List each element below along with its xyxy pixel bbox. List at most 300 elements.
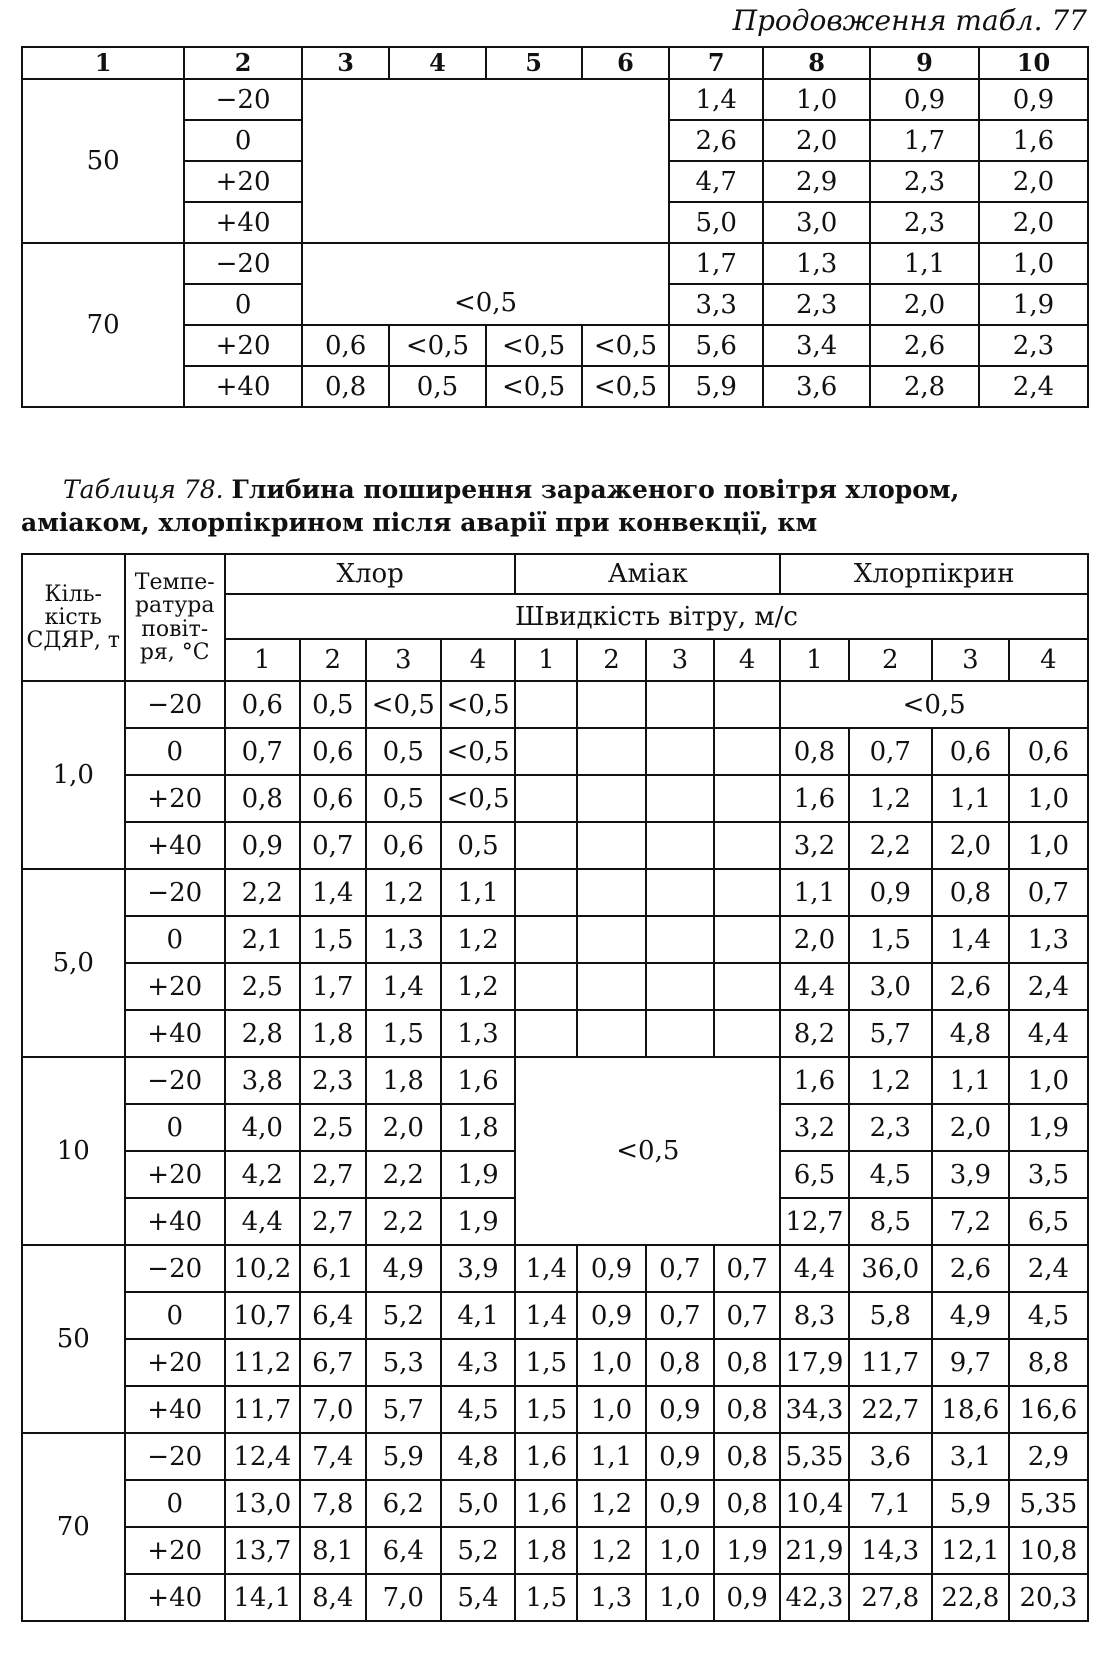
chlorine-value-cell: 10,7	[225, 1292, 300, 1339]
chlorine-value-cell: 5,3	[366, 1339, 441, 1386]
chloropicrin-value-cell: 22,7	[849, 1386, 932, 1433]
chlorine-value-cell: 1,5	[366, 1010, 441, 1057]
chlorine-value-cell: 4,5	[441, 1386, 516, 1433]
chlorine-value-cell: 1,4	[300, 869, 366, 916]
ammonia-empty-cell	[646, 963, 714, 1010]
ammonia-value-cell: 1,2	[577, 1527, 645, 1574]
temp-cell: +20	[125, 1339, 225, 1386]
chlorine-value-cell: 4,4	[225, 1198, 300, 1245]
ammonia-empty-cell	[646, 916, 714, 963]
ammonia-empty-cell	[515, 681, 577, 728]
temp-cell: −20	[125, 1433, 225, 1480]
value-cell: 2,6	[870, 325, 979, 366]
chlorine-value-cell: 11,7	[225, 1386, 300, 1433]
chlorine-value-cell: 1,4	[366, 963, 441, 1010]
table-row	[22, 1433, 1088, 1480]
wind-speed-cell: 3	[366, 639, 441, 681]
amount-cell: 70	[22, 1433, 125, 1621]
value-cell: 2,3	[979, 325, 1088, 366]
ammonia-empty-cell	[714, 916, 780, 963]
ammonia-empty-cell	[646, 681, 714, 728]
chloropicrin-value-cell: 0,9	[849, 869, 932, 916]
ammonia-value-cell: 1,1	[577, 1433, 645, 1480]
table-row	[22, 775, 1088, 822]
chlorine-value-cell: 2,2	[366, 1198, 441, 1245]
chlorine-value-cell: 1,9	[441, 1151, 516, 1198]
chloropicrin-value-cell: 3,6	[849, 1433, 932, 1480]
chlorine-value-cell: <0,5	[441, 775, 516, 822]
chlorine-value-cell: 4,3	[441, 1339, 516, 1386]
ammonia-value-cell: 1,0	[577, 1339, 645, 1386]
ammonia-value-cell: 0,9	[646, 1386, 714, 1433]
chloropicrin-value-cell: 2,3	[849, 1104, 932, 1151]
temp-cell: 0	[125, 728, 225, 775]
ammonia-value-cell: 0,9	[577, 1292, 645, 1339]
chloropicrin-value-cell: 3,9	[932, 1151, 1009, 1198]
value-cell: 2,3	[870, 161, 979, 202]
chlorine-header: Хлор	[225, 554, 515, 594]
chlorine-value-cell: 1,8	[441, 1104, 516, 1151]
wind-speed-cell: 3	[932, 639, 1009, 681]
ammonia-value-cell: 0,7	[714, 1292, 780, 1339]
chloropicrin-value-cell: 5,35	[1009, 1480, 1088, 1527]
value-cell: 2,0	[763, 120, 870, 161]
ammonia-value-cell: 0,9	[646, 1433, 714, 1480]
chloropicrin-value-cell: 4,5	[849, 1151, 932, 1198]
chlorine-value-cell: 2,5	[300, 1104, 366, 1151]
chlorine-value-cell: 2,0	[366, 1104, 441, 1151]
chloropicrin-value-cell: 1,0	[1009, 775, 1088, 822]
ammonia-empty-cell	[646, 1010, 714, 1057]
chlorine-value-cell: 2,3	[300, 1057, 366, 1104]
chlorine-value-cell: <0,5	[366, 681, 441, 728]
table-row	[22, 1480, 1088, 1527]
temp-cell: −20	[125, 681, 225, 728]
wind-speed-cell: 4	[714, 639, 780, 681]
chloropicrin-value-cell: 1,6	[780, 775, 848, 822]
chloropicrin-value-cell: 2,9	[1009, 1433, 1088, 1480]
chlorine-value-cell: 5,9	[366, 1433, 441, 1480]
ammonia-value-cell: 0,8	[646, 1339, 714, 1386]
chlorine-value-cell: 4,1	[441, 1292, 516, 1339]
chloropicrin-value-cell: 6,5	[780, 1151, 848, 1198]
temp-cell: +40	[125, 1198, 225, 1245]
value-cell: <0,5	[582, 366, 670, 407]
temp-cell: −20	[184, 243, 301, 284]
chloropicrin-value-cell: 4,9	[932, 1292, 1009, 1339]
ammonia-value-cell: 1,6	[515, 1480, 577, 1527]
ammonia-header: Аміак	[515, 554, 780, 594]
chlorine-value-cell: 8,4	[300, 1574, 366, 1621]
ammonia-empty-cell	[714, 775, 780, 822]
table-row	[22, 681, 1088, 728]
ammonia-empty-cell	[714, 1010, 780, 1057]
chlorine-value-cell: 0,6	[300, 728, 366, 775]
table-row	[22, 916, 1088, 963]
ammonia-value-cell: 1,0	[646, 1527, 714, 1574]
ammonia-value-cell: 1,3	[577, 1574, 645, 1621]
table-row	[22, 1527, 1088, 1574]
amount-cell: 10	[22, 1057, 125, 1245]
chlorine-value-cell: 0,6	[225, 681, 300, 728]
chloropicrin-value-cell: 7,2	[932, 1198, 1009, 1245]
chloropicrin-value-cell: 10,8	[1009, 1527, 1088, 1574]
value-cell: 2,9	[763, 161, 870, 202]
chlorine-value-cell: 5,0	[441, 1480, 516, 1527]
table-row	[22, 1386, 1088, 1433]
ammonia-empty-cell	[577, 1010, 645, 1057]
temp-cell: +40	[184, 202, 301, 243]
empty-block	[302, 79, 669, 243]
chloropicrin-value-cell: 1,0	[1009, 822, 1088, 869]
chlorine-value-cell: 2,2	[366, 1151, 441, 1198]
chloropicrin-value-cell: 1,1	[780, 869, 848, 916]
ammonia-empty-cell	[714, 681, 780, 728]
chlorine-value-cell: 14,1	[225, 1574, 300, 1621]
amount-cell: 5,0	[22, 869, 125, 1057]
chlorine-value-cell: 12,4	[225, 1433, 300, 1480]
table-row	[22, 728, 1088, 775]
chloropicrin-value-cell: 12,1	[932, 1527, 1009, 1574]
chlorine-value-cell: 0,6	[366, 822, 441, 869]
chlorine-value-cell: 6,1	[300, 1245, 366, 1292]
chlorine-value-cell: 2,1	[225, 916, 300, 963]
ammonia-empty-cell	[577, 681, 645, 728]
temp-col-header: Темпе-ратура повіт-ря, °С	[125, 554, 225, 681]
value-cell: <0,5	[582, 325, 670, 366]
chlorine-value-cell: 0,7	[225, 728, 300, 775]
chlorine-value-cell: 1,1	[441, 869, 516, 916]
chloropicrin-value-cell: 1,9	[1009, 1104, 1088, 1151]
temp-cell: −20	[125, 869, 225, 916]
temp-cell: +20	[184, 325, 301, 366]
col-header: 1	[22, 47, 184, 79]
table-row	[22, 1292, 1088, 1339]
chloropicrin-value-cell: 34,3	[780, 1386, 848, 1433]
chloropicrin-value-cell: 5,8	[849, 1292, 932, 1339]
chlorine-value-cell: 2,7	[300, 1198, 366, 1245]
ammonia-value-cell: 1,9	[714, 1527, 780, 1574]
chlorine-value-cell: 1,8	[366, 1057, 441, 1104]
chlorine-value-cell: 0,5	[366, 775, 441, 822]
temp-cell: 0	[184, 120, 301, 161]
chloropicrin-value-cell: 12,7	[780, 1198, 848, 1245]
chloropicrin-value-cell: 17,9	[780, 1339, 848, 1386]
merged-lt05-cell: <0,5	[302, 243, 669, 325]
temp-cell: 0	[184, 284, 301, 325]
ammonia-value-cell: 1,2	[577, 1480, 645, 1527]
chloropicrin-value-cell: 4,8	[932, 1010, 1009, 1057]
value-cell: 3,6	[763, 366, 870, 407]
ammonia-empty-cell	[515, 775, 577, 822]
chlorine-value-cell: <0,5	[441, 728, 516, 775]
value-cell: 2,3	[870, 202, 979, 243]
chloropicrin-value-cell: 10,4	[780, 1480, 848, 1527]
chloropicrin-value-cell: 2,4	[1009, 963, 1088, 1010]
ammonia-value-cell: 0,8	[714, 1433, 780, 1480]
chloropicrin-value-cell: 5,9	[932, 1480, 1009, 1527]
ammonia-empty-cell	[515, 869, 577, 916]
chloropicrin-value-cell: 18,6	[932, 1386, 1009, 1433]
chlorine-value-cell: 11,2	[225, 1339, 300, 1386]
chlorine-value-cell: 1,6	[441, 1057, 516, 1104]
chlorine-value-cell: 1,2	[366, 869, 441, 916]
chlorine-value-cell: 1,5	[300, 916, 366, 963]
wind-speed-cell: 2	[849, 639, 932, 681]
chloropicrin-value-cell: 3,0	[849, 963, 932, 1010]
ammonia-empty-cell	[714, 869, 780, 916]
chlorine-value-cell: 0,7	[300, 822, 366, 869]
chloropicrin-value-cell: 6,5	[1009, 1198, 1088, 1245]
chloropicrin-value-cell: 3,2	[780, 1104, 848, 1151]
ammonia-value-cell: 1,4	[515, 1245, 577, 1292]
wind-speed-header: Швидкість вітру, м/с	[225, 594, 1088, 639]
chlorine-value-cell: 5,2	[441, 1527, 516, 1574]
chloropicrin-value-cell: 3,5	[1009, 1151, 1088, 1198]
chloropicrin-value-cell: 20,3	[1009, 1574, 1088, 1621]
value-cell: 1,4	[669, 79, 763, 120]
temp-cell: +20	[125, 963, 225, 1010]
chlorine-value-cell: 4,2	[225, 1151, 300, 1198]
value-cell: 2,0	[979, 161, 1088, 202]
ammonia-empty-cell	[714, 822, 780, 869]
value-cell: 0,8	[302, 366, 390, 407]
amount-col-header: Кіль-кість СДЯР, т	[22, 554, 125, 681]
ammonia-empty-cell	[577, 869, 645, 916]
temp-cell: 0	[125, 1292, 225, 1339]
temp-cell: −20	[184, 79, 301, 120]
wind-speed-cell: 1	[515, 639, 577, 681]
value-cell: 5,6	[669, 325, 763, 366]
value-cell: 0,6	[302, 325, 390, 366]
chlorine-value-cell: 5,2	[366, 1292, 441, 1339]
merged-lt05-cell: <0,5	[780, 681, 1088, 728]
ammonia-value-cell: 1,0	[646, 1574, 714, 1621]
chloropicrin-value-cell: 2,6	[932, 963, 1009, 1010]
chlorine-value-cell: 6,4	[366, 1527, 441, 1574]
chlorine-value-cell: 0,9	[225, 822, 300, 869]
value-cell: 1,3	[763, 243, 870, 284]
chlorine-value-cell: 2,5	[225, 963, 300, 1010]
temp-cell: +40	[125, 1010, 225, 1057]
chloropicrin-value-cell: 1,1	[932, 775, 1009, 822]
temp-cell: 0	[125, 916, 225, 963]
ammonia-value-cell: 0,9	[714, 1574, 780, 1621]
chloropicrin-value-cell: 2,0	[932, 1104, 1009, 1151]
chloropicrin-value-cell: 1,0	[1009, 1057, 1088, 1104]
chloropicrin-header: Хлорпікрин	[780, 554, 1088, 594]
chlorine-value-cell: 6,7	[300, 1339, 366, 1386]
value-cell: <0,5	[486, 366, 582, 407]
chloropicrin-value-cell: 42,3	[780, 1574, 848, 1621]
value-cell: 1,9	[979, 284, 1088, 325]
ammonia-value-cell: 0,8	[714, 1339, 780, 1386]
chloropicrin-value-cell: 2,2	[849, 822, 932, 869]
value-cell: <0,5	[389, 325, 485, 366]
wind-speed-cell: 1	[225, 639, 300, 681]
value-cell: 1,0	[763, 79, 870, 120]
value-cell: 1,7	[870, 120, 979, 161]
ammonia-empty-cell	[515, 822, 577, 869]
table-row	[22, 1339, 1088, 1386]
chlorine-value-cell: 5,7	[366, 1386, 441, 1433]
temp-cell: +20	[184, 161, 301, 202]
wind-speed-cell: 2	[577, 639, 645, 681]
ammonia-empty-cell	[577, 822, 645, 869]
temp-cell: +40	[125, 1574, 225, 1621]
ammonia-value-cell: 0,7	[646, 1292, 714, 1339]
merged-lt05-cell: <0,5	[515, 1057, 780, 1245]
amount-cell: 1,0	[22, 681, 125, 869]
temp-cell: −20	[125, 1057, 225, 1104]
ammonia-value-cell: 0,9	[646, 1480, 714, 1527]
chlorine-value-cell: 0,5	[441, 822, 516, 869]
col-header: 3	[302, 47, 390, 79]
ammonia-value-cell: 1,5	[515, 1386, 577, 1433]
chloropicrin-value-cell: 8,2	[780, 1010, 848, 1057]
chloropicrin-value-cell: 2,4	[1009, 1245, 1088, 1292]
chloropicrin-value-cell: 1,4	[932, 916, 1009, 963]
value-cell: 1,7	[669, 243, 763, 284]
chlorine-value-cell: 2,2	[225, 869, 300, 916]
chloropicrin-value-cell: 16,6	[1009, 1386, 1088, 1433]
value-cell: 0,9	[979, 79, 1088, 120]
chloropicrin-value-cell: 3,2	[780, 822, 848, 869]
chloropicrin-value-cell: 4,5	[1009, 1292, 1088, 1339]
table-row	[22, 1574, 1088, 1621]
value-cell: 3,3	[669, 284, 763, 325]
chlorine-value-cell: 1,3	[441, 1010, 516, 1057]
chloropicrin-value-cell: 14,3	[849, 1527, 932, 1574]
temp-cell: +40	[125, 822, 225, 869]
col-header: 7	[669, 47, 763, 79]
chlorine-value-cell: 1,8	[300, 1010, 366, 1057]
value-cell: 2,8	[870, 366, 979, 407]
ammonia-value-cell: 1,6	[515, 1433, 577, 1480]
chloropicrin-value-cell: 1,5	[849, 916, 932, 963]
temp-cell: 0	[125, 1480, 225, 1527]
chlorine-value-cell: 8,1	[300, 1527, 366, 1574]
chloropicrin-value-cell: 1,2	[849, 1057, 932, 1104]
ammonia-empty-cell	[577, 728, 645, 775]
ammonia-empty-cell	[646, 822, 714, 869]
chlorine-value-cell: 0,6	[300, 775, 366, 822]
wind-speed-cell: 4	[441, 639, 516, 681]
chlorine-value-cell: 3,8	[225, 1057, 300, 1104]
chloropicrin-value-cell: 8,8	[1009, 1339, 1088, 1386]
value-cell: 2,0	[870, 284, 979, 325]
table-78-label: Таблиця 78.	[63, 475, 224, 504]
chloropicrin-value-cell: 1,2	[849, 775, 932, 822]
chlorine-value-cell: 1,3	[366, 916, 441, 963]
col-header: 2	[184, 47, 301, 79]
value-cell: 2,4	[979, 366, 1088, 407]
chloropicrin-value-cell: 7,1	[849, 1480, 932, 1527]
table-row	[22, 243, 1088, 284]
value-cell: 0,5	[389, 366, 485, 407]
chloropicrin-value-cell: 36,0	[849, 1245, 932, 1292]
chloropicrin-value-cell: 1,1	[932, 1057, 1009, 1104]
value-cell: 5,9	[669, 366, 763, 407]
table-row	[22, 1010, 1088, 1057]
chloropicrin-value-cell: 0,8	[932, 869, 1009, 916]
table-78-caption	[21, 473, 1091, 539]
col-header: 9	[870, 47, 979, 79]
wind-speed-cell: 2	[300, 639, 366, 681]
col-header: 5	[486, 47, 582, 79]
ammonia-empty-cell	[515, 728, 577, 775]
continuation-caption: Продовження табл. 77	[732, 4, 1087, 37]
chloropicrin-value-cell: 0,8	[780, 728, 848, 775]
chlorine-value-cell: 2,8	[225, 1010, 300, 1057]
temp-cell: 0	[125, 1104, 225, 1151]
chloropicrin-value-cell: 0,7	[849, 728, 932, 775]
chlorine-value-cell: 7,0	[366, 1574, 441, 1621]
table-row	[22, 869, 1088, 916]
value-cell: 0,9	[870, 79, 979, 120]
value-cell: 4,7	[669, 161, 763, 202]
chlorine-value-cell: 3,9	[441, 1245, 516, 1292]
chloropicrin-value-cell: 11,7	[849, 1339, 932, 1386]
table-78-title: Глибина поширення зараженого повітря хлором, аміаком, хлорпікрином після аварії при конвекції, км	[21, 475, 960, 537]
col-header: 10	[979, 47, 1088, 79]
ammonia-empty-cell	[646, 775, 714, 822]
ammonia-empty-cell	[646, 869, 714, 916]
chloropicrin-value-cell: 4,4	[780, 963, 848, 1010]
ammonia-value-cell: 1,5	[515, 1574, 577, 1621]
chloropicrin-value-cell: 5,7	[849, 1010, 932, 1057]
table-header-row	[22, 47, 1088, 79]
chlorine-value-cell: 1,7	[300, 963, 366, 1010]
ammonia-value-cell: 1,5	[515, 1339, 577, 1386]
value-cell: 3,4	[763, 325, 870, 366]
ammonia-value-cell: 0,7	[646, 1245, 714, 1292]
table-row	[22, 822, 1088, 869]
ammonia-value-cell: 0,7	[714, 1245, 780, 1292]
chlorine-value-cell: 7,4	[300, 1433, 366, 1480]
chloropicrin-value-cell: 4,4	[780, 1245, 848, 1292]
value-cell: 2,0	[979, 202, 1088, 243]
chlorine-value-cell: 1,2	[441, 963, 516, 1010]
table-header-row	[22, 554, 1088, 594]
temp-cell: +20	[125, 775, 225, 822]
ammonia-empty-cell	[577, 775, 645, 822]
chloropicrin-value-cell: 1,6	[780, 1057, 848, 1104]
col-header: 8	[763, 47, 870, 79]
chloropicrin-value-cell: 2,0	[780, 916, 848, 963]
chlorine-value-cell: 4,8	[441, 1433, 516, 1480]
temp-cell: +20	[125, 1151, 225, 1198]
ammonia-empty-cell	[714, 963, 780, 1010]
temp-cell: +20	[125, 1527, 225, 1574]
chlorine-value-cell: <0,5	[441, 681, 516, 728]
ammonia-empty-cell	[577, 916, 645, 963]
chloropicrin-value-cell: 8,3	[780, 1292, 848, 1339]
value-cell: 2,3	[763, 284, 870, 325]
col-header: 4	[389, 47, 485, 79]
table-row	[22, 1245, 1088, 1292]
wind-speed-cell: 3	[646, 639, 714, 681]
chlorine-value-cell: 4,0	[225, 1104, 300, 1151]
chlorine-value-cell: 0,8	[225, 775, 300, 822]
value-cell: 1,1	[870, 243, 979, 284]
wind-speed-cell: 4	[1009, 639, 1088, 681]
temp-cell: +40	[184, 366, 301, 407]
chlorine-value-cell: 6,2	[366, 1480, 441, 1527]
ammonia-empty-cell	[515, 916, 577, 963]
chlorine-value-cell: 10,2	[225, 1245, 300, 1292]
chlorine-value-cell: 0,5	[300, 681, 366, 728]
